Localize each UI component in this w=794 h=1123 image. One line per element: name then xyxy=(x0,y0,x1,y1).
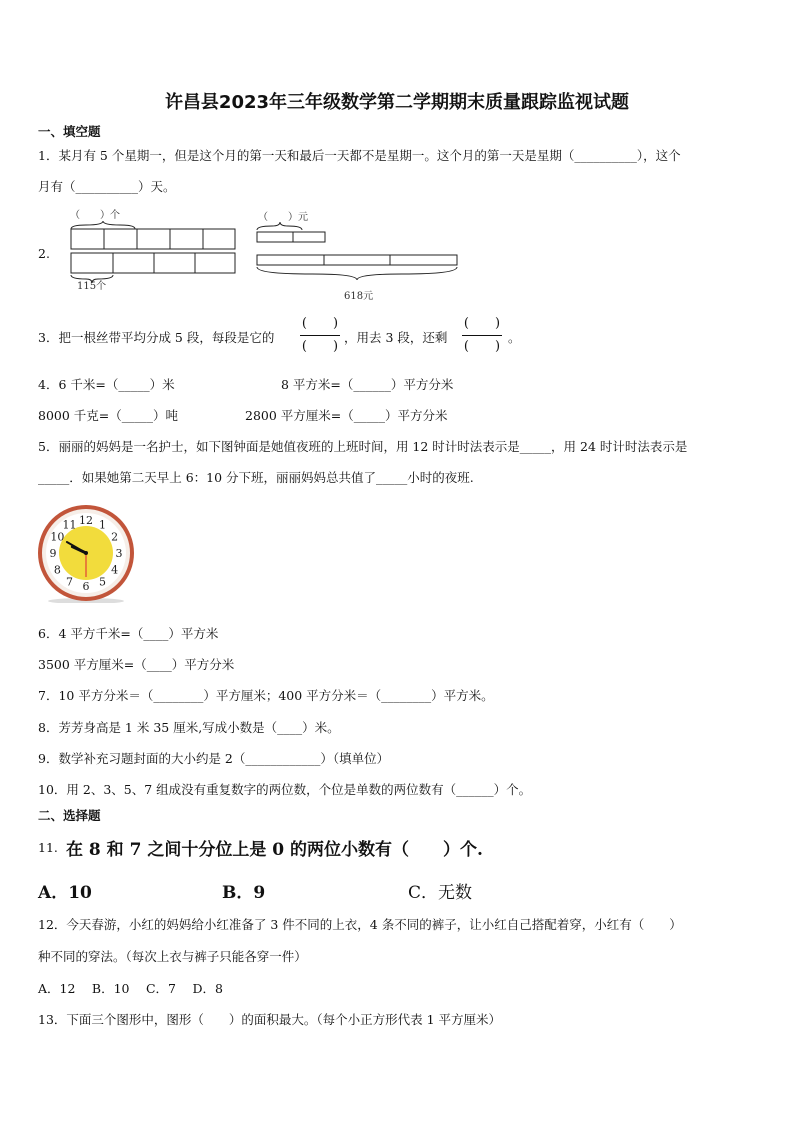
question-10: 10．用 2、3、5、7 组成没有重复数字的两位数，个位是单数的两位数有（______）个。 xyxy=(38,782,532,797)
question-13: 13．下面三个图形中，图形（ ）的面积最大。（每个小正方形代表 1 平方厘米） xyxy=(38,1012,502,1027)
wall-clock xyxy=(38,503,134,603)
question-1-line-1: 1．某月有 5 个星期一，但是这个月的第一天和最后一天都不是星期一。这个月的第一天是星期（__________），这个 xyxy=(38,148,681,163)
question-1-line-2: 月有（__________）天。 xyxy=(38,179,176,194)
q2-left-box-4 xyxy=(170,229,203,249)
question-4a: 4．6 千米=（_____）米 xyxy=(38,377,175,392)
question-9: 9．数学补充习题封面的大小约是 2（____________）（填单位） xyxy=(38,751,390,766)
page-title: 许昌县2023年三年级数学第二学期期末质量跟踪监视试题 xyxy=(164,92,630,113)
q2-left-bottom-box-1 xyxy=(71,253,113,273)
q3-fraction-2 xyxy=(462,315,502,356)
q2-left-bottom-label: 115个 xyxy=(77,281,107,292)
question-3-text-before: 3．把一根丝带平均分成 5 段，每段是它的 xyxy=(38,330,275,345)
question-11-option-a: A．10 xyxy=(38,883,92,903)
q3-fraction-1-numerator: ( ) xyxy=(301,316,339,331)
question-12-options: A．12 B．10 C．7 D．8 xyxy=(38,981,223,996)
q3-fraction-2-bar xyxy=(462,335,502,336)
question-6b: 3500 平方厘米=（____）平方分米 xyxy=(38,657,235,672)
q2-left-box-2 xyxy=(104,229,137,249)
clock-number: 7 xyxy=(66,575,73,589)
q2-left-box-5 xyxy=(203,229,235,249)
clock-number: 10 xyxy=(50,530,65,544)
section-heading-fill-in: 一、填空题 xyxy=(38,124,101,139)
q2-right-bottom-label: 618元 xyxy=(344,291,374,302)
q3-fraction-1-bar xyxy=(300,335,340,336)
question-12-line-2: 种不同的穿法。（每次上衣与裤子只能各穿一件） xyxy=(38,949,307,964)
question-5-line-2: _____．如果她第二天早上 6：10 分下班，丽丽妈妈总共值了_____小时的夜班. xyxy=(38,470,474,485)
question-5-line-1: 5．丽丽的妈妈是一名护士，如下图钟面是她值夜班的上班时间，用 12 时计时法表示是_____，用 24 时计时法表示是 xyxy=(38,439,688,454)
question-7: 7．10 平方分米＝（________）平方厘米；400 平方分米＝（________）平方米。 xyxy=(38,688,494,703)
q3-fraction-2-denominator: ( ) xyxy=(463,339,501,354)
question-12-line-1: 12．今天春游，小红的妈妈给小红准备了 3 件不同的上衣，4 条不同的裤子，让小红自己搭配着穿，小红有（ ） xyxy=(38,917,682,932)
q3-fraction-2-numerator: ( ) xyxy=(463,316,501,331)
question-2-number: 2. xyxy=(38,246,50,261)
clock-number: 2 xyxy=(111,530,119,544)
clock-number: 1 xyxy=(99,518,106,532)
q2-left-box-3 xyxy=(137,229,170,249)
question-3-text-middle: ，用去 3 段，还剩 xyxy=(344,330,448,345)
q3-fraction-1 xyxy=(300,315,340,356)
q2-left-box-1 xyxy=(71,229,104,249)
question-11-text: 在 8 和 7 之间十分位上是 0 的两位小数有（ ）个. xyxy=(66,840,483,860)
question-6a: 6．4 平方千米=（____）平方米 xyxy=(38,626,219,641)
question-11-number: 11. xyxy=(38,840,58,855)
clock-number: 11 xyxy=(62,518,77,532)
clock-number: 12 xyxy=(79,514,93,527)
q2-right-top-label: （ ）元 xyxy=(258,212,308,223)
q2-left-top-label: （ ）个 xyxy=(70,210,120,221)
q2-left-bottom-box-3 xyxy=(154,253,195,273)
question-11-option-b: B．9 xyxy=(222,883,266,903)
q2-left-bottom-box-2 xyxy=(113,253,154,273)
clock-number: 9 xyxy=(49,547,57,560)
question-4d: 2800 平方厘米=（_____）平方分米 xyxy=(245,408,448,423)
q3-fraction-1-denominator: ( ) xyxy=(301,339,339,354)
q2-right-long-bar xyxy=(257,255,457,265)
q2-right-small-bar-1 xyxy=(257,232,293,242)
q2-right-brace-bottom xyxy=(257,267,457,280)
clock-number: 8 xyxy=(53,563,61,577)
clock-center xyxy=(84,551,88,555)
q2-left-brace-top xyxy=(71,221,135,229)
q2-right-small-bar-2 xyxy=(293,232,325,242)
question-4c: 8000 千克=（_____）吨 xyxy=(38,408,179,423)
clock-number: 6 xyxy=(82,580,90,593)
q2-right-brace-top xyxy=(257,222,302,230)
q2-left-bottom-box-4 xyxy=(195,253,235,273)
clock-number: 3 xyxy=(115,547,123,560)
clock-number: 5 xyxy=(99,575,106,589)
q2-right-diagram xyxy=(252,218,467,288)
question-11-option-c: C．无数 xyxy=(408,883,473,903)
section-heading-multiple-choice: 二、选择题 xyxy=(38,808,101,823)
question-3-text-after: 。 xyxy=(508,330,521,345)
question-4b: 8 平方米=（______）平方分米 xyxy=(281,377,454,392)
question-8: 8．芳芳身高是 1 米 35 厘米,写成小数是（____）米。 xyxy=(38,720,340,735)
clock-number: 4 xyxy=(111,563,119,577)
